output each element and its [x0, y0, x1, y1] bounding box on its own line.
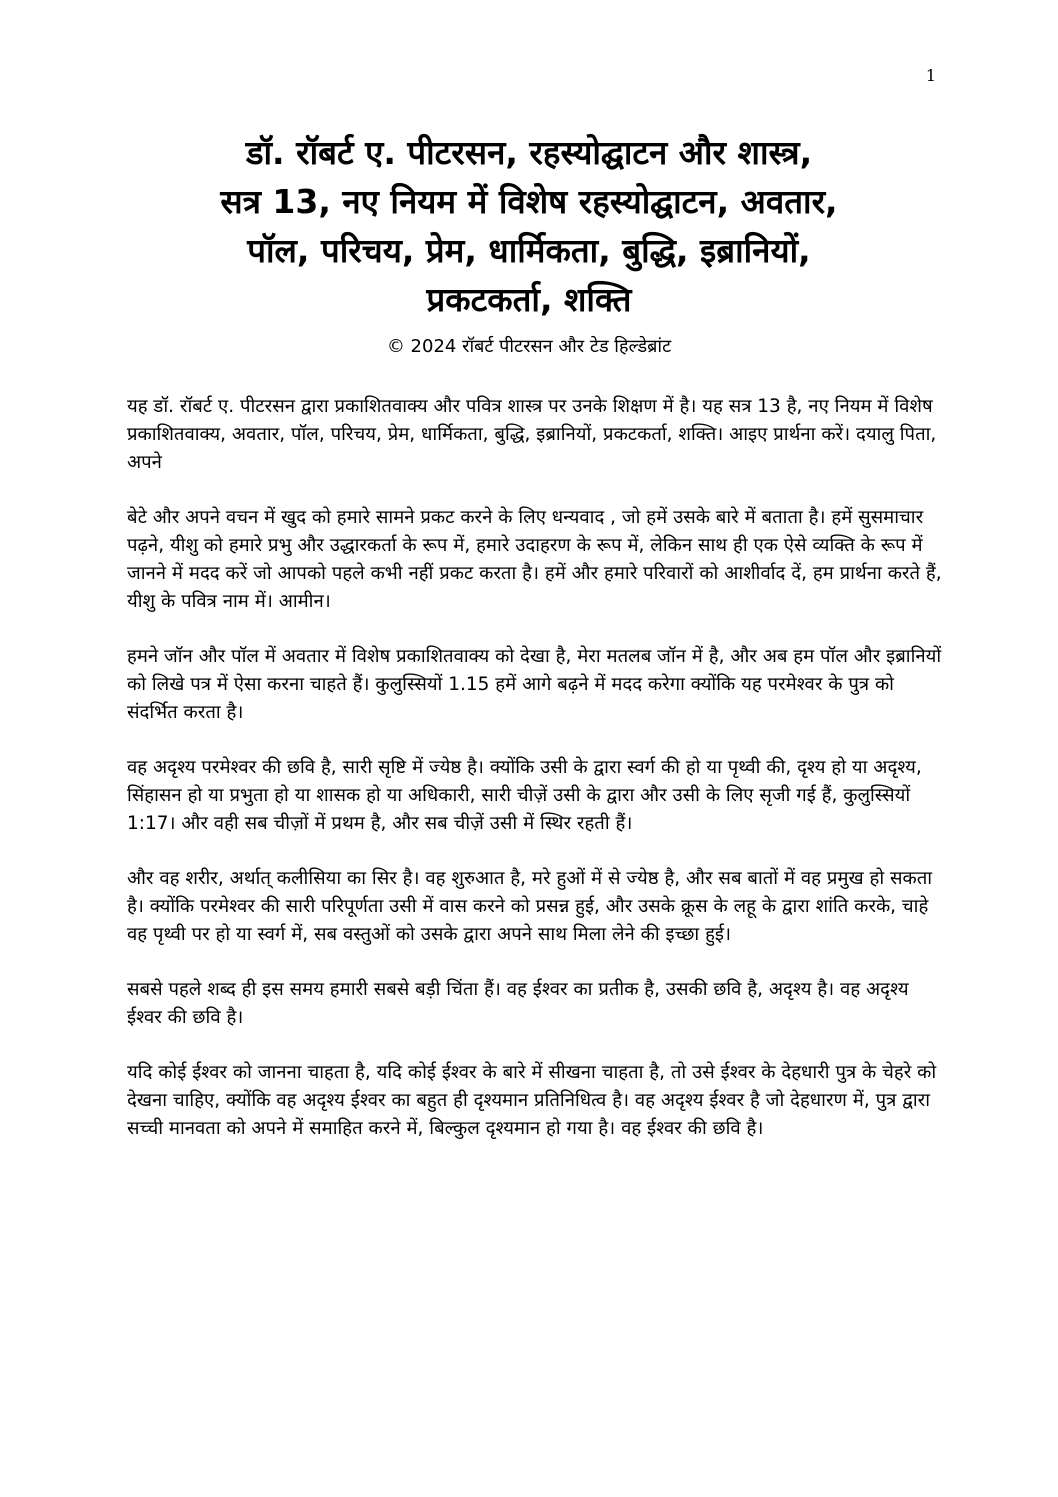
title-line: पॉल, परिचय, प्रेम, धार्मिकता, बुद्धि, इब्रानियों,: [247, 231, 811, 270]
title-line: डॉ. रॉबर्ट ए. पीटरसन, रहस्योद्घाटन और शास्त्र,: [245, 133, 813, 172]
page-number: 1: [925, 66, 936, 85]
document-body: [127, 393, 945, 1170]
paragraph: हमने जॉन और पॉल में अवतार में विशेष प्रकाशितवाक्य को देखा है, मेरा मतलब जॉन में है, और अब हम पॉल और इब्रानियों को लिखे पत्र में ऐसा करना चाहते हैं। कुलुस्सियों 1.15 हमें आगे बढ़ने में मदद करेगा क्योंकि यह परमेश्वर के पुत्र को संदर्भित करता है।: [127, 646, 942, 723]
paragraph: यदि कोई ईश्वर को जानना चाहता है, यदि कोई ईश्वर के बारे में सीखना चाहता है, तो उसे ईश्वर के देहधारी पुत्र के चेहरे को देखना चाहिए, क्योंकि वह अदृश्य ईश्वर का बहुत ही दृश्यमान प्रतिनिधित्व है। वह अदृश्य ईश्वर है जो देहधारण में, पुत्र द्वारा सच्ची मानवता को अपने में समाहित करने में, बिल्कुल दृश्यमान हो गया है। वह ईश्वर की छवि है।: [127, 1062, 937, 1139]
title-line: सत्र 13, नए नियम में विशेष रहस्योद्घाटन, अवतार,: [220, 182, 838, 221]
title-line: प्रकटकर्ता, शक्ति: [426, 280, 632, 319]
copyright-notice: © 2024 रॉबर्ट पीटरसन और टेड हिल्डेब्रांट: [386, 336, 672, 357]
paragraph: और वह शरीर, अर्थात् कलीसिया का सिर है। वह शुरुआत है, मरे हुओं में से ज्येष्ठ है, और सब बातों में वह प्रमुख हो सकता है। क्योंकि परमेश्वर की सारी परिपूर्णता उसी में वास करने को प्रसन्न हुई, और उसके क्रूस के लहू के द्वारा शांति करके, चाहे वह पृथ्वी पर हो या स्वर्ग में, सब वस्तुओं को उसके द्वारा अपने साथ मिला लेने की इच्छा हुई।: [127, 868, 933, 945]
paragraph: वह अदृश्य परमेश्वर की छवि है, सारी सृष्टि में ज्येष्ठ है। क्योंकि उसी के द्वारा स्वर्ग की हो या पृथ्वी की, दृश्य हो या अदृश्य, सिंहासन हो या प्रभुता हो या शासक हो या अधिकारी, सारी चीज़ें उसी के द्वारा और उसी के लिए सृजी गई हैं, कुलुस्सियों 1:17। और वही सब चीज़ों में प्रथम है, और सब चीज़ें उसी में स्थिर रहती हैं।: [127, 757, 922, 834]
paragraph: सबसे पहले शब्द ही इस समय हमारी सबसे बड़ी चिंता हैं। वह ईश्वर का प्रतीक है, उसकी छवि है, अदृश्य है। वह अदृश्य ईश्वर की छवि है।: [127, 979, 909, 1028]
paragraph: बेटे और अपने वचन में खुद को हमारे सामने प्रकट करने के लिए धन्यवाद , जो हमें उसके बारे में बताता है। हमें सुसमाचार पढ़ने, यीशु को हमारे प्रभु और उद्धारकर्ता के रूप में, हमारे उदाहरण के रूप में, लेकिन साथ ही एक ऐसे व्यक्ति के रूप में जानने में मदद करें जो आपको पहले कभी नहीं प्रकट करता है। हमें और हमारे परिवारों को आशीर्वाद दें, हम प्रार्थना करते हैं, यीशु के पवित्र नाम में। आमीन।: [127, 507, 942, 612]
document-title: [110, 128, 948, 324]
paragraph: यह डॉ. रॉबर्ट ए. पीटरसन द्वारा प्रकाशितवाक्य और पवित्र शास्त्र पर उनके शिक्षण में है। यह सत्र 13 है, नए नियम में विशेष प्रकाशितवाक्य, अवतार, पॉल, परिचय, प्रेम, धार्मिकता, बुद्धि, इब्रानियों, प्रकटकर्ता, शक्ति। आइए प्रार्थना करें। दयालु पिता, अपने: [127, 396, 937, 473]
